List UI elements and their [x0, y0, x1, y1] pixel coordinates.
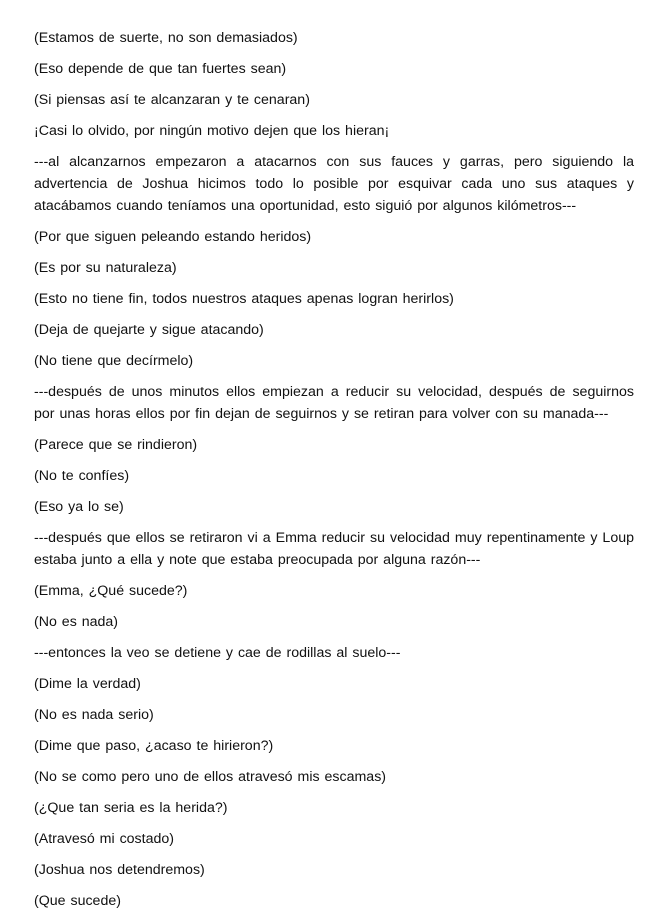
- dialogue-line: (Atravesó mi costado): [34, 831, 174, 847]
- dialogue-line: (Eso depende de que tan fuertes sean): [34, 61, 287, 77]
- dialogue-line: (Esto no tiene fin, todos nuestros ataques apenas logran herirlos): [34, 291, 454, 307]
- dialogue-line: (Por que siguen peleando estando heridos): [34, 229, 312, 245]
- dialogue-line: (Deja de quejarte y sigue atacando): [34, 322, 264, 338]
- dialogue-line: (No tiene que decírmelo): [34, 353, 194, 369]
- dialogue-line: (Parece que se rindieron): [34, 437, 198, 453]
- dialogue-line: (Es por su naturaleza): [34, 260, 177, 276]
- document-body: [34, 27, 634, 921]
- dialogue-line: ¡Casi lo olvido, por ningún motivo dejen que los hieran¡: [34, 123, 390, 139]
- narration-paragraph: ---después de unos minutos ellos empiezan a reducir su velocidad, después de seguirnos por unas horas ellos por fin dejan de seguirnos y se retiran para volver con su manada---: [34, 384, 634, 422]
- dialogue-line: (Emma, ¿Qué sucede?): [34, 583, 188, 599]
- dialogue-line: (No es nada serio): [34, 707, 154, 723]
- dialogue-line: (Joshua nos detendremos): [34, 862, 205, 878]
- dialogue-line: (No es nada): [34, 614, 119, 630]
- dialogue-line: (Dime que paso, ¿acaso te hirieron?): [34, 738, 274, 754]
- narration-paragraph: ---al alcanzarnos empezaron a atacarnos con sus fauces y garras, pero siguiendo la advertencia de Joshua hicimos todo lo posible por esquivar cada uno sus ataques y atacábamos cuando teníamos una oportunidad, esto siguió por algunos kilómetros---: [34, 154, 634, 214]
- dialogue-line: (Dime la verdad): [34, 676, 141, 692]
- dialogue-line: (Estamos de suerte, no son demasiados): [34, 30, 298, 46]
- dialogue-line: (¿Que tan seria es la herida?): [34, 800, 228, 816]
- narration-line: ---entonces la veo se detiene y cae de rodillas al suelo---: [34, 645, 401, 661]
- dialogue-line: (No se como pero uno de ellos atravesó mis escamas): [34, 769, 387, 785]
- dialogue-line: (Que sucede): [34, 893, 121, 909]
- dialogue-line: (Eso ya lo se): [34, 499, 124, 515]
- dialogue-line: (Si piensas así te alcanzaran y te cenaran): [34, 92, 310, 108]
- narration-paragraph: ---después que ellos se retiraron vi a Emma reducir su velocidad muy repentinamente y Loup estaba junto a ella y note que estaba preocupada por alguna razón---: [34, 530, 634, 568]
- dialogue-line: (No te confíes): [34, 468, 130, 484]
